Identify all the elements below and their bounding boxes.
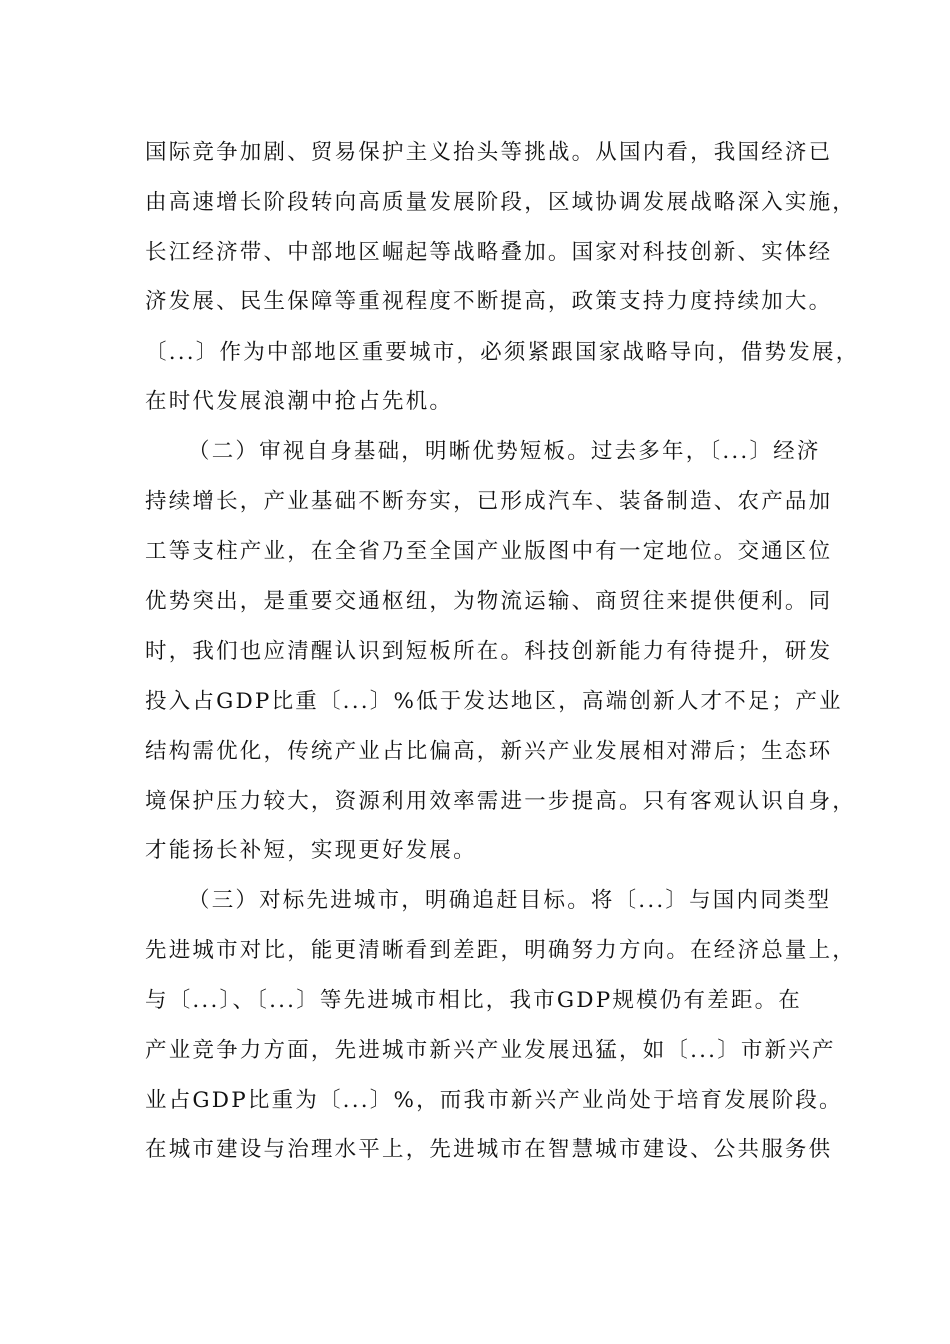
text-line: 投入占GDP比重〔...〕%低于发达地区，高端创新人才不足；产业 — [145, 689, 843, 714]
text-line: 在城市建设与治理水平上，先进城市在智慧城市建设、公共服务供 — [145, 1137, 833, 1162]
text-line: 境保护压力较大，资源利用效率需进一步提高。只有客观认识自身， — [145, 789, 857, 814]
text-line: 先进城市对比，能更清晰看到差距，明确努力方向。在经济总量上， — [145, 938, 857, 963]
text-line: 优势突出，是重要交通枢纽，为物流运输、商贸往来提供便利。同 — [145, 589, 833, 614]
text-line: 业占GDP比重为〔...〕%，而我市新兴产业尚处于培育发展阶段。 — [145, 1088, 843, 1113]
text-line: 国际竞争加剧、贸易保护主义抬头等挑战。从国内看，我国经济已 — [145, 140, 833, 165]
section-3-heading-line: （三）对标先进城市，明确追赶目标。将〔...〕与国内同类型 — [188, 888, 832, 913]
text-line: 由高速增长阶段转向高质量发展阶段，区域协调发展战略深入实施， — [145, 190, 857, 215]
text-line: 与〔...〕、〔...〕等先进城市相比，我市GDP规模仍有差距。在 — [145, 988, 802, 1013]
text-line: 产业竞争力方面，先进城市新兴产业发展迅猛，如〔...〕市新兴产 — [145, 1038, 836, 1063]
text-line: 才能扬长补短，实现更好发展。 — [145, 838, 477, 863]
text-line: 济发展、民生保障等重视程度不断提高，政策支持力度持续加大。 — [145, 289, 833, 314]
section-2-heading-line: （二）审视自身基础，明晰优势短板。过去多年，〔...〕经济 — [188, 439, 821, 464]
text-line: 持续增长，产业基础不断夯实，已形成汽车、装备制造、农产品加 — [145, 489, 833, 514]
text-line: 工等支柱产业，在全省乃至全国产业版图中有一定地位。交通区位 — [145, 539, 833, 564]
text-line: 结构需优化，传统产业占比偏高，新兴产业发展相对滞后；生态环 — [145, 739, 833, 764]
text-line: 长江经济带、中部地区崛起等战略叠加。国家对科技创新、实体经 — [145, 240, 833, 265]
text-line: 时，我们也应清醒认识到短板所在。科技创新能力有待提升，研发 — [145, 639, 833, 664]
text-line: 〔...〕作为中部地区重要城市，必须紧跟国家战略导向，借势发展， — [145, 340, 860, 365]
text-line: 在时代发展浪潮中抢占先机。 — [145, 389, 454, 414]
